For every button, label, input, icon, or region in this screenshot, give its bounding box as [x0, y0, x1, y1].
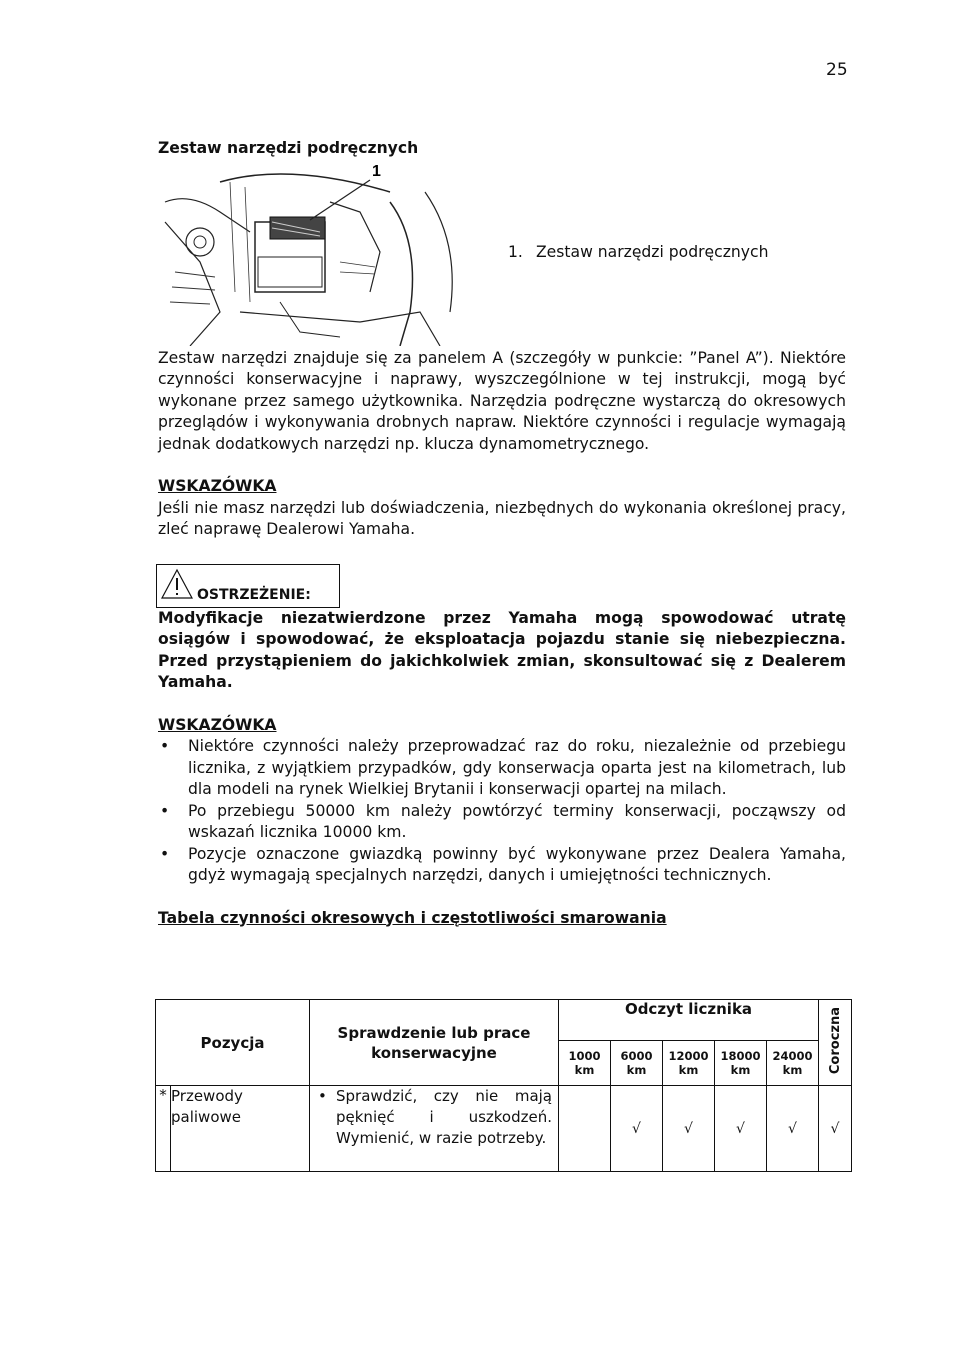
caption-number: 1. — [508, 242, 523, 261]
km-header: 1000 km — [559, 1041, 611, 1086]
header-position: Pozycja — [156, 1000, 310, 1086]
figure-caption — [508, 242, 768, 264]
note-heading: WSKAZÓWKA — [158, 477, 277, 495]
bullet-icon: • — [318, 1087, 327, 1105]
km-header: 12000 km — [663, 1041, 715, 1086]
note-bullet-list — [158, 736, 846, 887]
header-odometer: Odczyt licznika — [559, 1000, 819, 1041]
toolkit-illustration — [160, 162, 460, 346]
item-name: Przewody paliwowe — [171, 1086, 310, 1172]
warning-text: Modyfikacje niezatwierdzone przez Yamaha mogą spowodować utratę osiągów i spowodować, że eksploatacja pojazdu stanie się niebezpieczna. Przed przystąpieniem do jakichkolwiek zmian, skonsultować się z Dealerem Yamaha. — [158, 608, 846, 691]
bullet-icon: • — [160, 844, 170, 863]
list-item-text: Po przebiegu 50000 km należy powtórzyć terminy konserwacji, począwszy od wskazań licznika 10000 km. — [188, 801, 846, 841]
table-header-row — [156, 1000, 852, 1041]
bullet-icon: • — [160, 737, 170, 755]
caption-text: Zestaw narzędzi podręcznych — [536, 242, 769, 261]
km-header: 6000 km — [611, 1041, 663, 1086]
header-action: Sprawdzenie lub prace konserwacyjne — [310, 1000, 559, 1086]
figure-row — [158, 162, 846, 348]
note-text: Jeśli nie masz narzędzi lub doświadczenia, niezbędnych do wykonania określonej pracy, zleć naprawę Dealerowi Yamaha. — [158, 498, 846, 538]
star-marker: * — [156, 1086, 171, 1172]
list-item-text: Pozycje oznaczone gwiazdką powinny być wykonywane przez Dealera Yamaha, gdyż wymagają specjalnych narzędzi, danych i umiejętności technicznych. — [188, 844, 846, 884]
list-item — [158, 844, 846, 887]
header-annual — [819, 1000, 852, 1086]
document-body — [158, 138, 846, 929]
check-cell: √ — [715, 1086, 767, 1172]
warning-label: OSTRZEŻENIE: — [197, 586, 311, 603]
check-cell: √ — [611, 1086, 663, 1172]
toolkit-paragraph: Zestaw narzędzi znajduje się za panelem A (szczegóły w punkcie: ”Panel A”). Niektóre czynności konserwacyjne i naprawy, wyszczególnione w tej instrukcji, mogą być wykonane przez samego użytkownika. Narzędzia podręczne wystarczą do okresowych przeglądów i wykonywania drobnych napraw. Niektóre czynności i regulacje wymagają jednak dodatkowych narzędzi np. klucza dynamometrycznego. — [158, 348, 846, 453]
note-heading-2: WSKAZÓWKA — [158, 715, 277, 734]
warning-triangle-icon — [160, 568, 194, 600]
list-item-text: Niektóre czynności należy przeprowadzać raz do roku, niezależnie od przebiegu licznika, z wyjątkiem przypadków, gdy konserwacja oparta jest na kilometrach, lub dla modeli na rynek Wielkiej Brytanii i konserwacji opartej na milach. — [188, 737, 846, 798]
list-item — [158, 801, 846, 844]
check-cell — [559, 1086, 611, 1172]
km-header: 24000 km — [767, 1041, 819, 1086]
check-cell: √ — [819, 1086, 852, 1172]
figure-callout: 1 — [372, 162, 381, 180]
warning-box — [156, 564, 340, 608]
km-header: 18000 km — [715, 1041, 767, 1086]
table-title: Tabela czynności okresowych i częstotliwości smarowania — [158, 908, 667, 927]
bullet-icon: • — [160, 801, 170, 820]
item-action-text: Sprawdzić, czy nie mają pęknięć i uszkodzeń. Wymienić, w razie potrzeby. — [336, 1087, 552, 1147]
item-action — [310, 1086, 559, 1172]
table-row — [156, 1086, 852, 1172]
check-cell: √ — [663, 1086, 715, 1172]
maintenance-table — [155, 999, 852, 1172]
section-title: Zestaw narzędzi podręcznych — [158, 139, 419, 157]
list-item — [158, 736, 846, 801]
header-annual-label: Coroczna — [827, 1006, 843, 1075]
check-cell: √ — [767, 1086, 819, 1172]
page-number: 25 — [826, 60, 848, 80]
